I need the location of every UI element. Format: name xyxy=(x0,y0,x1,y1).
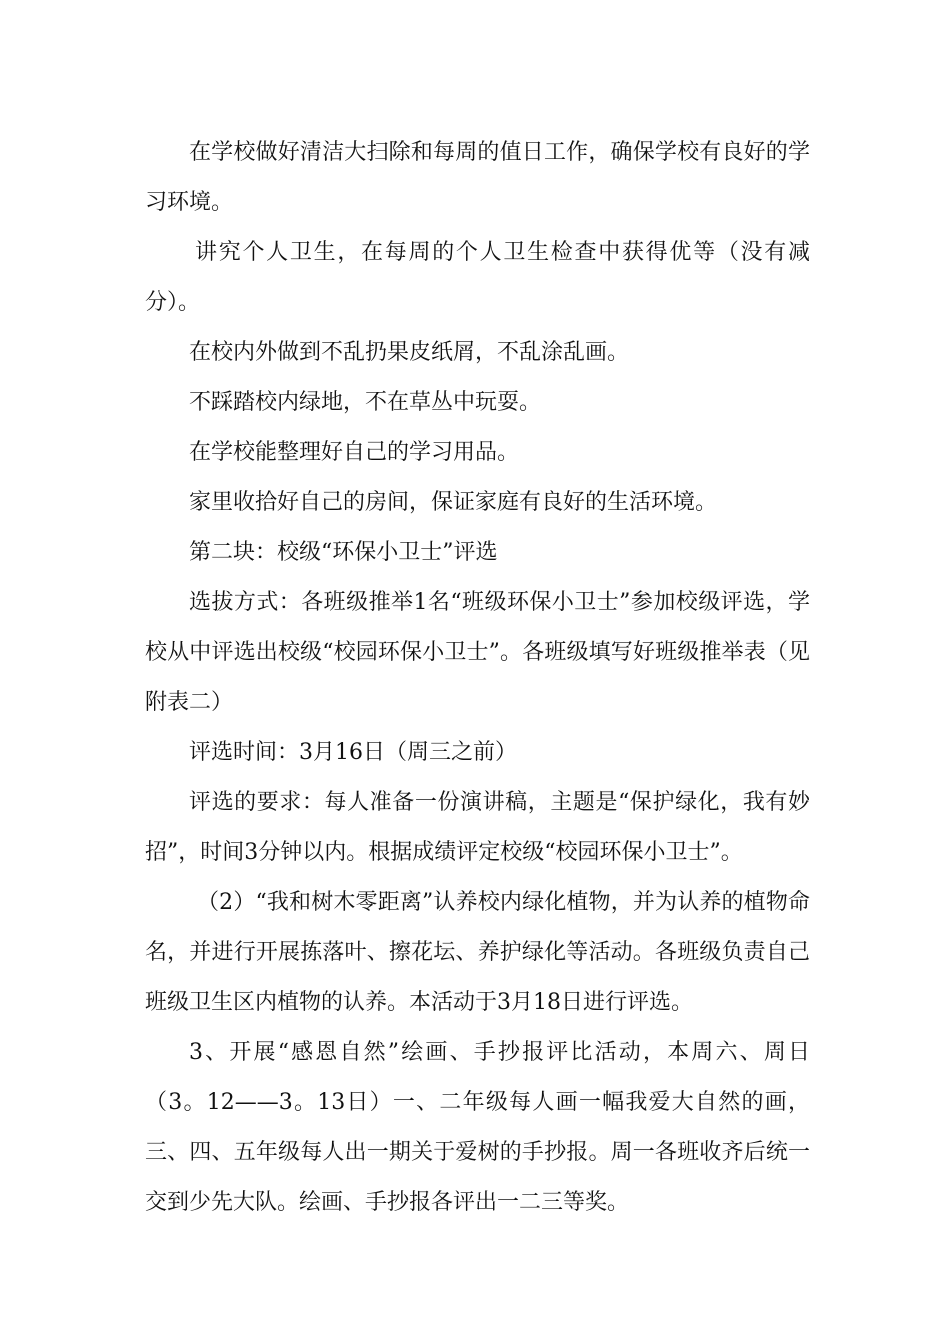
paragraph-home-room: 家里收拾好自己的房间，保证家庭有良好的生活环境。 xyxy=(189,490,718,515)
paragraph-hygiene: 讲究个人卫生，在每周的个人卫生检查中获得优等（没有减分）。 xyxy=(145,240,810,315)
document-body xyxy=(145,128,810,1228)
paragraph-no-litter: 在校内外做到不乱扔果皮纸屑，不乱涂乱画。 xyxy=(189,340,630,365)
paragraph-cleaning: 在学校做好清洁大扫除和每周的值日工作，确保学校有良好的学习环境。 xyxy=(145,140,810,215)
paragraph-tree-adoption: （2）“我和树木零距离”认养校内绿化植物，并为认养的植物命名，并进行开展拣落叶、擦花坛、养护绿化等活动。各班级负责自己班级卫生区内植物的认养。本活动于3月18日进行评选。 xyxy=(145,890,810,1015)
paragraph-selection-method: 选拔方式：各班级推举1名“班级环保小卫士”参加校级评选，学校从中评选出校级“校园环保小卫士”。各班级填写好班级推举表（见附表二） xyxy=(145,590,810,715)
paragraph-supplies: 在学校能整理好自己的学习用品。 xyxy=(189,440,520,465)
paragraph-drawing-contest: 3、开展“感恩自然”绘画、手抄报评比活动，本周六、周日（3。12——3。13日）一、二年级每人画一幅我爱大自然的画，三、四、五年级每人出一期关于爱树的手抄报。周一各班收齐后统一交到少先大队。绘画、手抄报各评出一二三等奖。 xyxy=(145,1040,810,1215)
paragraph-green-space: 不踩踏校内绿地，不在草丛中玩耍。 xyxy=(189,390,542,415)
section-heading-guardian: 第二块：校级“环保小卫士”评选 xyxy=(189,540,498,565)
paragraph-selection-time: 评选时间：3月16日（周三之前） xyxy=(189,740,517,765)
paragraph-selection-requirements: 评选的要求：每人准备一份演讲稿，主题是“保护绿化，我有妙招”，时间3分钟以内。根据成绩评定校级“校园环保小卫士”。 xyxy=(145,790,810,865)
